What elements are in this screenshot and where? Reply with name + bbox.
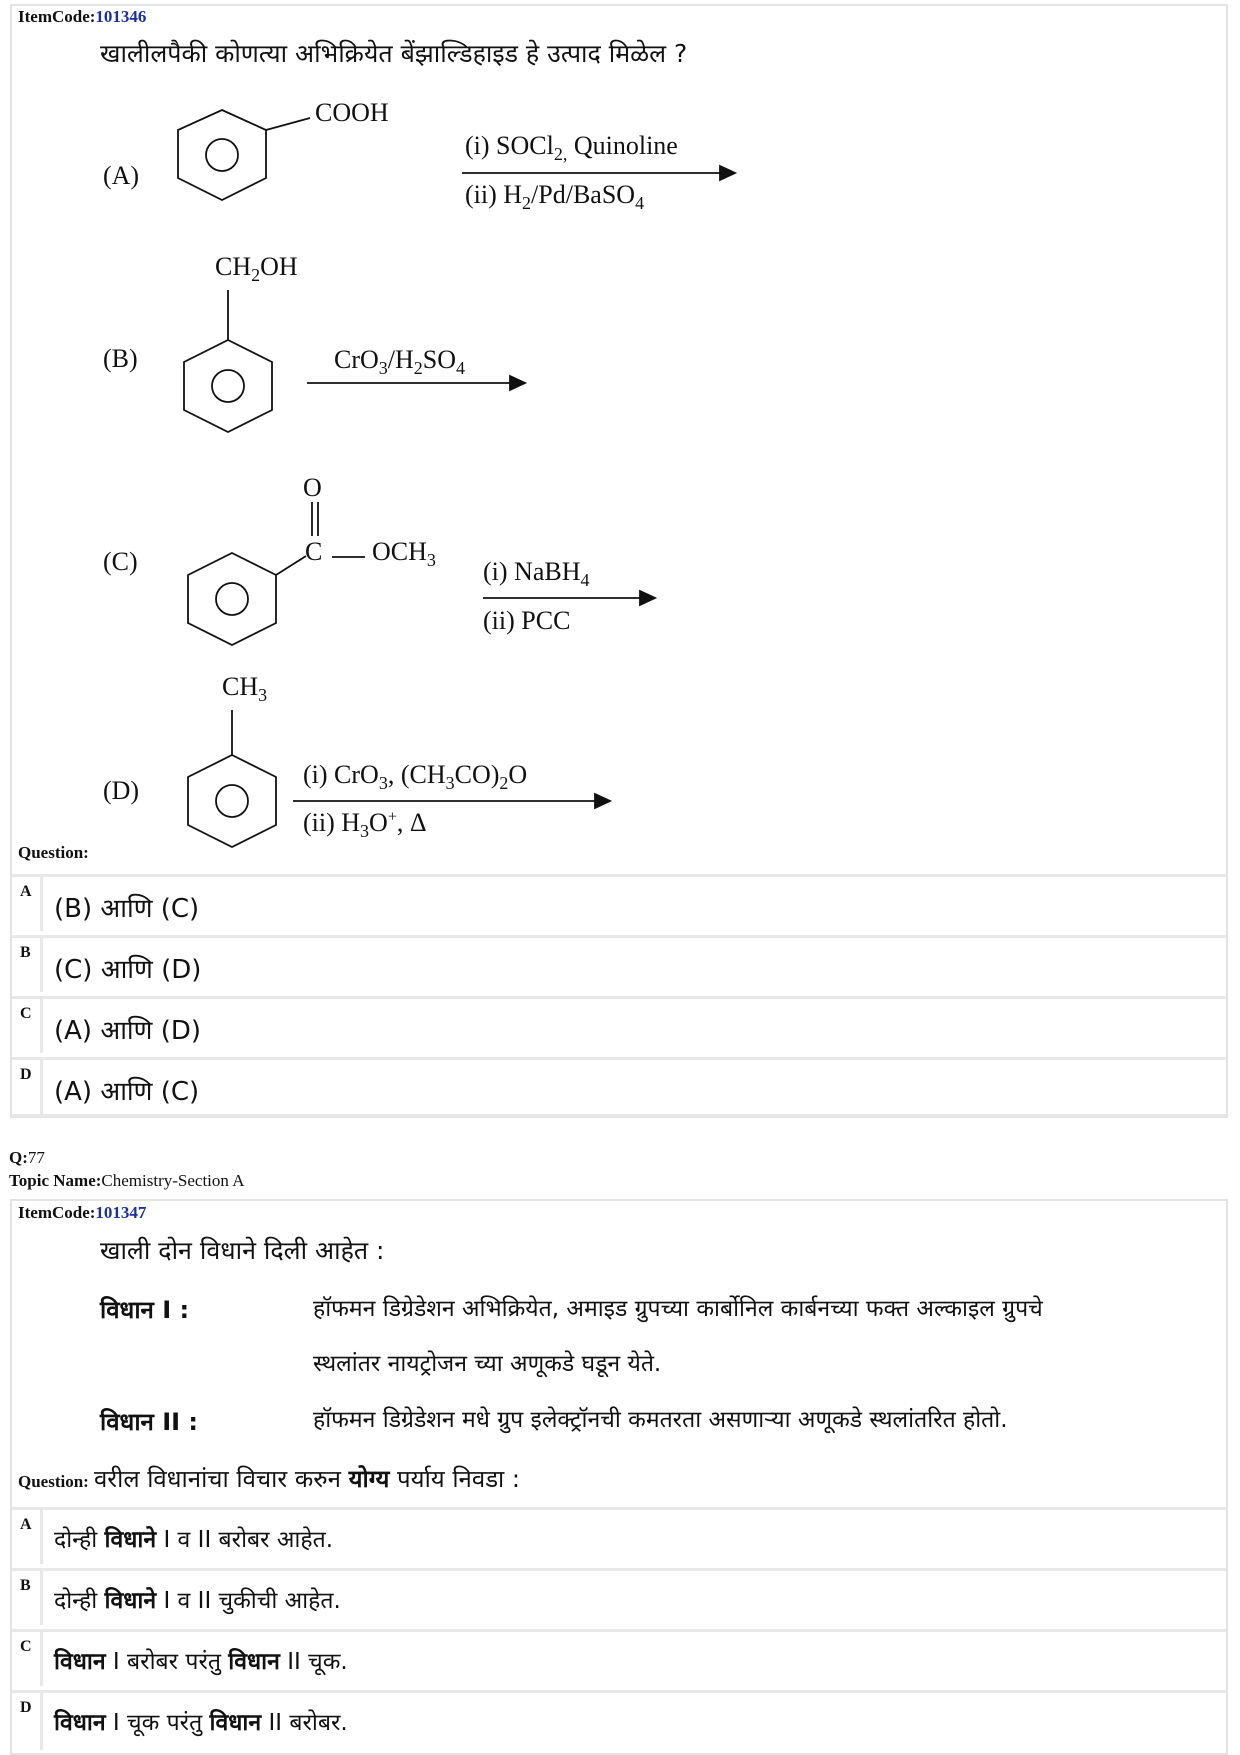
option-divider [40, 938, 43, 992]
option-text [54, 1583, 341, 1615]
d-step2-tail: , Δ [396, 808, 427, 837]
option-divider [40, 1693, 43, 1750]
bond-c-ring [276, 556, 306, 575]
statement-2-text: हॉफमन डिग्रेडेशन मधे ग्रुप इलेक्ट्रॉनची कमतरता असणाऱ्या अणूकडे स्थलांतरित होतो. [313, 1407, 1008, 1433]
d-ch3-sub: 3 [258, 685, 268, 706]
option-text [54, 1644, 348, 1676]
option-a-row[interactable] [12, 1507, 1226, 1564]
c-och3: OCH [372, 537, 427, 566]
arrowhead-d [595, 794, 610, 808]
d-step2-mid: O [369, 808, 388, 837]
option-text: (A) आणि (C) [54, 1077, 200, 1107]
opt-bold: विधान [54, 1649, 106, 1675]
b-reagent-a: CrO [334, 345, 379, 374]
option-text: (B) आणि (C) [54, 894, 200, 924]
benzene-ring-b [184, 340, 272, 432]
a-step1-text: (i) SOCl [465, 131, 554, 160]
option-d-row[interactable] [12, 1690, 1226, 1750]
option-text [54, 1705, 348, 1737]
option-letter: B [20, 944, 31, 961]
reaction-d-substituent [222, 672, 267, 706]
reaction-a-step2 [465, 180, 644, 214]
d-step2-sup: + [387, 808, 397, 826]
opt-part: दोन्ही [54, 1588, 105, 1614]
option-a-row[interactable] [12, 874, 1226, 931]
reaction-d-step1 [303, 760, 527, 794]
option-text [54, 1522, 333, 1554]
topic-label: Topic Name: [9, 1171, 102, 1190]
aromatic-circle-b [212, 370, 244, 402]
option-letter: D [20, 1066, 32, 1083]
opt-bold: विधाने [104, 1527, 157, 1553]
reaction-b-reagent [334, 345, 465, 379]
question-pre: वरील विधानांचा विचार करुन [93, 1465, 349, 1493]
option-divider [40, 1632, 43, 1686]
arrowhead-a [720, 166, 735, 180]
a-step2-text: (ii) H [465, 180, 523, 209]
item-code-label: ItemCode: [18, 1203, 96, 1222]
d-ch3: CH [222, 672, 259, 701]
opt-bold: विधान [54, 1710, 106, 1736]
opt-bold: विधान [209, 1710, 262, 1736]
opt-part: II बरोबर. [261, 1710, 348, 1736]
arrowhead-b [510, 376, 525, 390]
option-b-row[interactable] [12, 1568, 1226, 1625]
b-reagent-a-sub: 3 [378, 358, 388, 379]
reaction-d-step2 [303, 808, 427, 842]
reaction-b-substituent [215, 252, 298, 286]
b-sub-2: 2 [251, 265, 261, 286]
reaction-a-label: (A) [103, 161, 140, 190]
q-number-value: 77 [27, 1148, 45, 1167]
c-step1-text: (i) NaBH [483, 557, 581, 586]
a-step2-mid: /Pd/BaSO [531, 180, 636, 209]
d-step1-sub: 3 [378, 773, 388, 794]
opt-part: I बरोबर परंतु [105, 1649, 229, 1675]
option-d-row[interactable] [12, 1057, 1226, 1117]
aromatic-circle-a [206, 139, 238, 171]
statement-1-line-1: हॉफमन डिग्रेडेशन अभिक्रियेत, अमाइड ग्रुपच्या कार्बोनिल कार्बनच्या फक्त अल्काइल ग्रुपचे [313, 1296, 1043, 1322]
option-letter: A [20, 1516, 32, 1533]
b-reagent-c-sub: 4 [456, 358, 466, 379]
opt-part: दोन्ही [54, 1527, 105, 1553]
statement-1-line-2: स्थलांतर नायट्रोजन च्या अणूकडे घडून येते. [313, 1351, 662, 1377]
option-text: (A) आणि (D) [54, 1016, 202, 1046]
statement-2-label: विधान II : [100, 1408, 199, 1436]
d-step2-text: (ii) H [303, 808, 361, 837]
option-b-row[interactable] [12, 935, 1226, 992]
d-step1-tail: CO) [454, 760, 500, 789]
option-c-row[interactable] [12, 1629, 1226, 1686]
opt-bold: विधान [228, 1649, 280, 1675]
a-step1-tail: Quinoline [567, 131, 678, 160]
opt-part: I चूक परंतु [105, 1710, 210, 1736]
d-step1-sub3: 2 [499, 773, 509, 794]
question-number [9, 1148, 45, 1168]
option-divider [40, 877, 43, 931]
b-reagent-c: SO [422, 345, 457, 374]
reaction-d-label: (D) [103, 776, 140, 805]
reaction-a-step1 [465, 131, 678, 165]
bond-a [266, 118, 310, 130]
aromatic-circle-c [216, 583, 248, 615]
option-divider [40, 999, 43, 1053]
opt-bold: विधाने [104, 1588, 157, 1614]
arrowhead-c [640, 591, 655, 605]
reaction-a-substituent: COOH [315, 98, 389, 127]
statement-1-label: विधान I : [100, 1296, 190, 1324]
option-letter: D [20, 1699, 32, 1716]
item-code-value: 101347 [95, 1203, 147, 1222]
question-line-77 [18, 1462, 520, 1495]
q-label: Q: [9, 1148, 28, 1167]
option-c-row[interactable] [12, 996, 1226, 1053]
reaction-c-step2: (ii) PCC [483, 606, 571, 635]
option-text: (C) आणि (D) [54, 955, 202, 985]
b-sub-tail: OH [260, 252, 298, 281]
option-letter: C [20, 1005, 32, 1022]
item-code-value: 101346 [95, 7, 147, 26]
benzene-ring-a [178, 110, 266, 200]
option-letter: C [20, 1638, 32, 1655]
a-step1-sub: 2, [553, 144, 568, 165]
topic-value: Chemistry-Section A [101, 1171, 245, 1190]
c-step1-sub: 4 [580, 570, 590, 591]
item-code-label: ItemCode: [18, 7, 96, 26]
question-label-77: Question: [18, 1472, 89, 1491]
option-divider [40, 1510, 43, 1564]
d-step1-text: (i) CrO [303, 760, 379, 789]
reaction-b-label: (B) [103, 344, 138, 373]
opt-part: I व II बरोबर आहेत. [156, 1527, 334, 1553]
opt-part: II चूक. [279, 1649, 348, 1675]
reaction-c-step1 [483, 557, 589, 591]
topic-name [9, 1171, 244, 1191]
question-bold: योग्य [348, 1465, 390, 1493]
question-stem: खालीलपैकी कोणत्या अभिक्रियेत बेंझाल्डिहाइड हे उत्पाद मिळेल ? [100, 39, 688, 68]
opt-part: I व II चुकीची आहेत. [156, 1588, 341, 1614]
question-label-76: Question: [18, 843, 89, 862]
item-code-77 [18, 1203, 146, 1223]
c-methoxy [372, 537, 436, 571]
reaction-c-label: (C) [103, 547, 138, 576]
statement-1-text [313, 1282, 1223, 1392]
option-divider [40, 1571, 43, 1625]
question-stem-77: खाली दोन विधाने दिली आहेत : [100, 1236, 385, 1265]
benzene-ring-d [188, 755, 276, 847]
d-step1-mid: , (CH [387, 760, 446, 789]
benzene-ring-c [188, 553, 276, 645]
a-step2-sub2: 4 [635, 193, 645, 214]
c-carbon-atom: C [305, 537, 323, 566]
option-letter: B [20, 1577, 31, 1594]
d-step2-sub: 3 [360, 821, 370, 842]
a-step2-sub1: 2 [522, 193, 532, 214]
question-post: पर्याय निवडा : [389, 1465, 520, 1493]
b-reagent-b-sub: 2 [413, 358, 423, 379]
option-divider [40, 1060, 43, 1114]
question-prompt [94, 1465, 520, 1493]
option-letter: A [20, 883, 32, 900]
c-och3-sub: 3 [426, 550, 436, 571]
b-sub-main: CH [215, 252, 252, 281]
c-oxygen-atom: O [303, 473, 322, 502]
d-step1-sub2: 3 [445, 773, 455, 794]
aromatic-circle-d [216, 785, 248, 817]
b-reagent-b: /H [387, 345, 414, 374]
d-step1-end: O [508, 760, 528, 789]
